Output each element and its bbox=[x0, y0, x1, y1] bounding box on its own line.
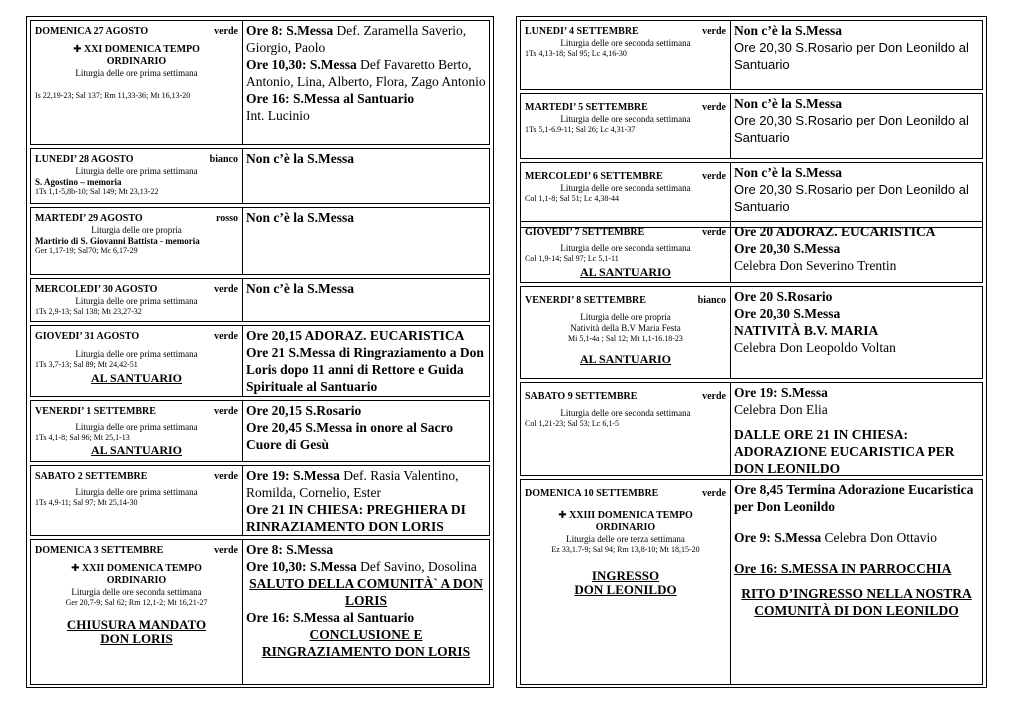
day-title: VENERDI’ 8 SETTEMBRE bbox=[525, 295, 646, 306]
day-title: DOMENICA 10 SETTEMBRE bbox=[525, 488, 659, 499]
events bbox=[243, 326, 489, 396]
liturgical-color: verde bbox=[214, 284, 238, 295]
events bbox=[731, 222, 982, 282]
liturgical-color: verde bbox=[702, 26, 726, 37]
entrance-label bbox=[525, 569, 726, 597]
memorial: Natività della B.V Maria Festa bbox=[570, 323, 681, 333]
event-time: Ore 16: S.Messa al Santuario bbox=[246, 91, 415, 106]
day-title: MARTEDI’ 29 AGOSTO bbox=[35, 213, 143, 224]
events bbox=[243, 401, 489, 461]
event-time: Ore 8,45 Termina Adorazione Eucaristica per Don Leonildo bbox=[734, 482, 974, 514]
event-text: Celebra Don Elia bbox=[734, 402, 828, 417]
day-title: MARTEDI’ 5 SETTEMBRE bbox=[525, 102, 648, 113]
event-time: Ore 10,30: S.Messa bbox=[246, 57, 357, 72]
event-time: Ore 20 S.Rosario bbox=[734, 289, 833, 304]
events bbox=[731, 21, 982, 89]
day-info bbox=[31, 540, 243, 684]
liturgy-of-hours: Liturgia delle ore prima settimana bbox=[75, 166, 198, 176]
event-time: NATIVITÀ B.V. MARIA bbox=[734, 323, 879, 338]
label-line: CHIUSURA MANDATO bbox=[66, 617, 207, 632]
liturgical-color: verde bbox=[702, 171, 726, 182]
event-text: Def Savino, Dosolina bbox=[356, 559, 477, 574]
liturgy-of-hours: Liturgia delle ore prima settimana bbox=[75, 68, 198, 78]
day-info bbox=[521, 480, 731, 684]
day-title: VENERDI’ 1 SETTEMBRE bbox=[35, 406, 156, 417]
liturgical-color: verde bbox=[702, 391, 726, 402]
event-text: Def. Zaramella Saverio, Giorgio, Paolo bbox=[246, 23, 467, 55]
feast-line: XXIII DOMENICA TEMPO bbox=[569, 510, 693, 521]
feast-line: ORDINARIO bbox=[106, 575, 167, 586]
day-title: LUNEDI’ 28 AGOSTO bbox=[35, 154, 134, 165]
day-info bbox=[31, 208, 243, 274]
feast-title bbox=[35, 563, 238, 587]
liturgy-of-hours: Liturgia delle ore prima settimana bbox=[75, 296, 198, 306]
day-title: SABATO 9 SETTEMBRE bbox=[525, 391, 638, 402]
day-info bbox=[31, 401, 243, 461]
calendar-row bbox=[30, 148, 490, 204]
day-title: GIOVEDI’ 7 SETTEMBRE bbox=[525, 227, 645, 238]
event-text: Celebra Don Severino Trentin bbox=[734, 258, 897, 273]
location-label: AL SANTUARIO bbox=[90, 443, 183, 457]
day-info bbox=[521, 94, 731, 158]
day-title: MERCOLEDI’ 6 SETTEMBRE bbox=[525, 171, 663, 182]
liturgical-color: verde bbox=[702, 102, 726, 113]
calendar-row bbox=[30, 207, 490, 275]
event-time: Ore 21 IN CHIESA: PREGHIERA DI RINRAZIAMENTO DON LORIS bbox=[246, 502, 466, 534]
event-time: Ore 8: S.Messa bbox=[246, 23, 334, 38]
liturgy-of-hours: Liturgia delle ore seconda settimana bbox=[560, 38, 691, 48]
calendar-row bbox=[520, 20, 983, 90]
event-time: CONCLUSIONE E RINGRAZIAMENTO DON LORIS bbox=[261, 627, 471, 659]
events bbox=[731, 94, 982, 158]
day-info bbox=[31, 21, 243, 144]
location-label: AL SANTUARIO bbox=[579, 265, 672, 279]
label-line: DON LORIS bbox=[100, 631, 173, 646]
day-title: SABATO 2 SETTEMBRE bbox=[35, 471, 148, 482]
calendar-row bbox=[520, 286, 983, 379]
liturgy-of-hours: Liturgia delle ore prima settimana bbox=[75, 349, 198, 359]
event-text: Ore 20,30 S.Rosario per Don Leonildo al Santuario bbox=[734, 182, 969, 214]
location-label: AL SANTUARIO bbox=[90, 371, 183, 385]
event-text: Def. Rasia Valentino, Romilda, Cornelio, Ester bbox=[246, 468, 459, 500]
event-time: Ore 20 ADORAZ. EUCARISTICA bbox=[734, 224, 936, 239]
event-time: Ore 16: S.MESSA IN PARROCCHIA bbox=[734, 561, 952, 576]
feast-line: XXII DOMENICA TEMPO bbox=[82, 563, 202, 574]
readings: Col 1,1-8; Sal 51; Lc 4,38-44 bbox=[525, 194, 619, 203]
label-line: INGRESSO bbox=[591, 568, 660, 583]
closing-label bbox=[35, 618, 238, 646]
memorial: Martirio di S. Giovanni Battista - memoria bbox=[35, 236, 200, 246]
event-time: Ore 20,15 S.Rosario bbox=[246, 403, 362, 418]
liturgical-color: verde bbox=[214, 545, 238, 556]
event-time: Non c’è la S.Messa bbox=[734, 165, 842, 180]
events bbox=[243, 149, 489, 203]
liturgical-color: verde bbox=[214, 26, 238, 37]
event-time: SALUTO DELLA COMUNITÀ` A DON LORIS bbox=[249, 576, 483, 608]
event-time: Ore 19: S.Messa bbox=[246, 468, 340, 483]
feast-title bbox=[35, 44, 238, 68]
event-time: Non c’è la S.Messa bbox=[246, 151, 354, 166]
feast-line: XXI DOMENICA TEMPO bbox=[83, 44, 200, 55]
cross-icon: ✚ bbox=[73, 44, 82, 55]
readings: 1Ts 4,13-18; Sal 95; Lc 4,16-30 bbox=[525, 49, 627, 58]
calendar-row bbox=[30, 278, 490, 322]
liturgy-of-hours: Liturgia delle ore terza settimana bbox=[566, 534, 685, 544]
readings: Is 22,19-23; Sal 137; Rm 11,33-36; Mt 16,13-20 bbox=[35, 91, 191, 100]
liturgy-of-hours: Liturgia delle ore prima settimana bbox=[75, 422, 198, 432]
event-time: RITO D’INGRESSO NELLA NOSTRA COMUNITÀ DI DON LEONILDO bbox=[741, 586, 972, 618]
liturgical-color: rosso bbox=[215, 213, 238, 224]
liturgical-color: verde bbox=[214, 406, 238, 417]
event-time: Ore 21 S.Messa di Ringraziamento a Don Loris dopo 11 anni di Rettore e Guida Spirituale al Santuario bbox=[246, 345, 484, 394]
liturgy-of-hours: Liturgia delle ore seconda settimana bbox=[560, 114, 691, 124]
event-time: Ore 8: S.Messa bbox=[246, 542, 334, 557]
feast-line: ORDINARIO bbox=[106, 56, 167, 67]
events bbox=[243, 540, 489, 684]
memorial: S. Agostino – memoria bbox=[35, 177, 122, 187]
event-text: Def Favaretto Berto, Antonio, Lina, Alberto, Flora, Zago Antonio bbox=[246, 57, 486, 89]
label-line: DON LEONILDO bbox=[574, 582, 677, 597]
calendar-row bbox=[30, 20, 490, 145]
feast-title bbox=[525, 510, 726, 534]
liturgy-of-hours: Liturgia delle ore seconda settimana bbox=[560, 183, 691, 193]
liturgy-of-hours: Liturgia delle ore seconda settimana bbox=[71, 587, 202, 597]
liturgy-of-hours: Liturgia delle ore propria bbox=[580, 312, 671, 322]
readings: 1Ts 2,9-13; Sal 138; Mt 23,27-32 bbox=[35, 307, 142, 316]
readings: 1Ts 5,1-6.9-11; Sal 26; Lc 4,31-37 bbox=[525, 125, 636, 134]
day-info bbox=[31, 279, 243, 321]
events bbox=[243, 208, 489, 274]
events bbox=[243, 21, 489, 144]
day-info bbox=[521, 287, 731, 378]
event-time: Ore 19: S.Messa bbox=[734, 385, 828, 400]
event-time: Non c’è la S.Messa bbox=[246, 281, 354, 296]
calendar-row bbox=[520, 162, 983, 228]
left-calendar-panel bbox=[26, 16, 494, 688]
event-time: Ore 10,30: S.Messa bbox=[246, 559, 357, 574]
event-time: Non c’è la S.Messa bbox=[734, 96, 842, 111]
right-calendar-panel bbox=[516, 16, 987, 688]
event-time: Ore 20,45 S.Messa in onore al Sacro Cuore di Gesù bbox=[246, 420, 453, 452]
events bbox=[731, 163, 982, 227]
event-text: Ore 20,30 S.Rosario per Don Leonildo al Santuario bbox=[734, 113, 969, 145]
liturgical-color: verde bbox=[702, 488, 726, 499]
day-info bbox=[521, 21, 731, 89]
calendar-row bbox=[30, 465, 490, 536]
event-time: Non c’è la S.Messa bbox=[246, 210, 354, 225]
readings: Mi 5,1-4a ; Sal 12; Mt 1,1-16.18-23 bbox=[568, 334, 683, 343]
liturgy-of-hours: Liturgia delle ore prima settimana bbox=[75, 487, 198, 497]
liturgical-color: bianco bbox=[209, 154, 238, 165]
event-time: Non c’è la S.Messa bbox=[734, 23, 842, 38]
readings: 1Ts 3,7-13; Sal 89; Mt 24,42-51 bbox=[35, 360, 138, 369]
readings: Ez 33,1.7-9; Sal 94; Rm 13,8-10; Mt 18,15-20 bbox=[551, 545, 700, 554]
day-info bbox=[31, 466, 243, 535]
events bbox=[243, 279, 489, 321]
day-title: GIOVEDI’ 31 AGOSTO bbox=[35, 331, 140, 342]
day-title: LUNEDI’ 4 SETTEMBRE bbox=[525, 26, 639, 37]
readings: 1Ts 1,1-5,8b-10; Sal 149; Mt 23,13-22 bbox=[35, 187, 159, 196]
feast-line: ORDINARIO bbox=[595, 522, 656, 533]
calendar-row bbox=[520, 382, 983, 476]
readings: Col 1,21-23; Sal 53; Lc 6,1-5 bbox=[525, 419, 619, 428]
calendar-row bbox=[520, 93, 983, 159]
liturgical-color: verde bbox=[214, 471, 238, 482]
liturgy-of-hours: Liturgia delle ore seconda settimana bbox=[560, 243, 691, 253]
calendar-row bbox=[30, 325, 490, 397]
event-time: Ore 16: S.Messa al Santuario bbox=[246, 610, 415, 625]
day-info bbox=[31, 149, 243, 203]
liturgical-color: verde bbox=[702, 227, 726, 238]
events bbox=[243, 466, 489, 535]
day-title: MERCOLEDI’ 30 AGOSTO bbox=[35, 284, 158, 295]
location-label: AL SANTUARIO bbox=[579, 352, 672, 366]
readings: Ger 1,17-19; Sal70; Mc 6,17-29 bbox=[35, 246, 138, 255]
event-time: DALLE ORE 21 IN CHIESA: ADORAZIONE EUCARISTICA PER DON LEONILDO bbox=[734, 427, 955, 475]
readings: 1Ts 4,1-8; Sal 96; Mt 25,1-13 bbox=[35, 433, 130, 442]
calendar-row bbox=[30, 539, 490, 685]
day-info bbox=[31, 326, 243, 396]
event-time: Ore 20,30 S.Messa bbox=[734, 306, 841, 321]
event-text: Celebra Don Ottavio bbox=[821, 530, 937, 545]
calendar-row bbox=[520, 221, 983, 283]
readings: Ger 20,7-9; Sal 62; Rm 12,1-2; Mt 16,21-27 bbox=[65, 598, 208, 607]
day-title: DOMENICA 3 SETTEMBRE bbox=[35, 545, 164, 556]
day-info bbox=[521, 163, 731, 227]
event-time: Ore 9: S.Messa bbox=[734, 530, 822, 545]
event-text: Int. Lucinio bbox=[246, 108, 310, 123]
day-info bbox=[521, 222, 731, 282]
calendar-row bbox=[30, 400, 490, 462]
event-time: Ore 20,30 S.Messa bbox=[734, 241, 841, 256]
cross-icon: ✚ bbox=[558, 510, 567, 521]
liturgical-color: bianco bbox=[697, 295, 726, 306]
event-time: Ore 20,15 ADORAZ. EUCARISTICA bbox=[246, 328, 465, 343]
events bbox=[731, 480, 982, 684]
readings: 1Ts 4,9-11; Sal 97; Mt 25,14-30 bbox=[35, 498, 138, 507]
cross-icon: ✚ bbox=[71, 563, 80, 574]
liturgy-of-hours: Liturgia delle ore propria bbox=[91, 225, 182, 235]
day-info bbox=[521, 383, 731, 475]
events bbox=[731, 383, 982, 475]
events bbox=[731, 287, 982, 378]
event-text: Ore 20,30 S.Rosario per Don Leonildo al Santuario bbox=[734, 40, 969, 72]
calendar-row bbox=[520, 479, 983, 685]
day-title: DOMENICA 27 AGOSTO bbox=[35, 26, 149, 37]
liturgy-of-hours: Liturgia delle ore seconda settimana bbox=[560, 408, 691, 418]
liturgical-color: verde bbox=[214, 331, 238, 342]
readings: Col 1,9-14; Sal 97; Lc 5,1-11 bbox=[525, 254, 619, 263]
event-text: Celebra Don Leopoldo Voltan bbox=[734, 340, 896, 355]
